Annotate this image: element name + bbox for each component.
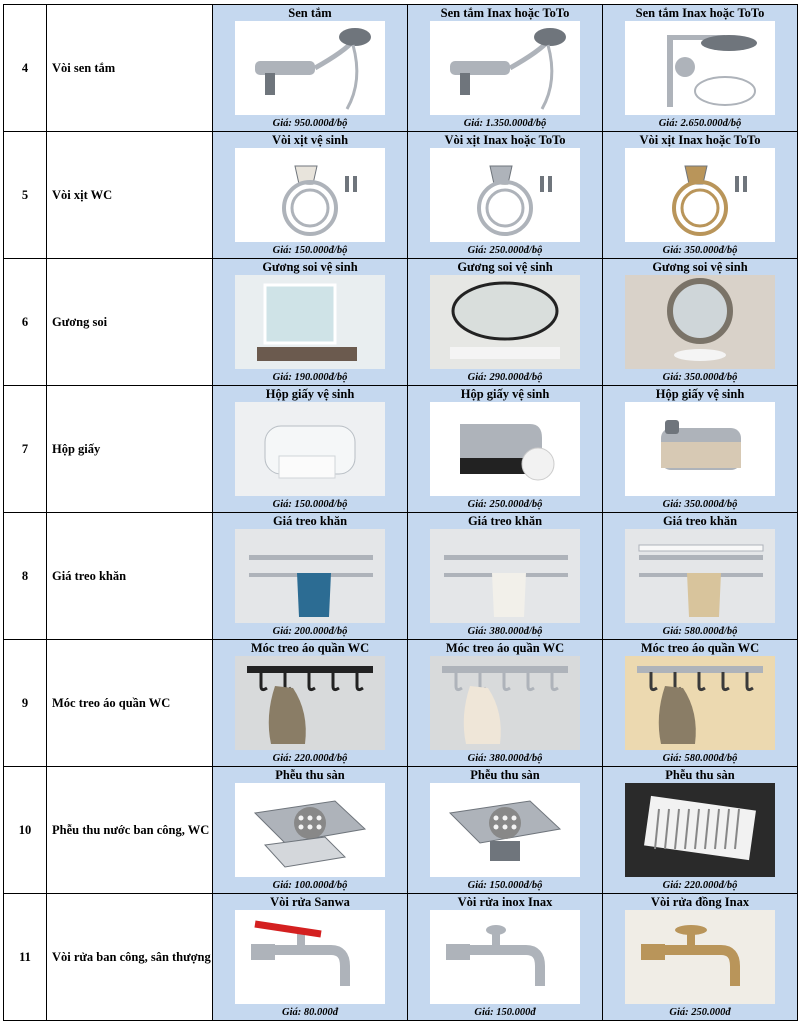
product-price: Giá: 350.000đ/bộ xyxy=(662,372,738,383)
bidet-sprayer-icon xyxy=(430,148,580,242)
paper-holder-icon xyxy=(625,402,775,496)
product-price: Giá: 350.000đ/bộ xyxy=(662,245,738,256)
category-name: Giá treo khăn xyxy=(47,513,213,640)
product-title: Phễu thu sàn xyxy=(665,768,735,782)
product-cell xyxy=(603,386,798,513)
product-price: Giá: 150.000đ/bộ xyxy=(272,245,348,256)
product-title: Vòi xịt Inax hoặc ToTo xyxy=(444,133,566,147)
category-name: Vòi rửa ban công, sân thượng xyxy=(47,894,213,1021)
row-number: 7 xyxy=(4,386,47,513)
coat-hook-icon xyxy=(625,656,775,750)
table-row xyxy=(4,5,798,132)
product-price: Giá: 380.000đ/bộ xyxy=(467,753,543,764)
product-cell xyxy=(213,386,408,513)
product-cell xyxy=(408,132,603,259)
mirror-icon xyxy=(625,275,775,369)
product-price: Giá: 950.000đ/bộ xyxy=(272,118,348,129)
floor-drain-icon xyxy=(625,783,775,877)
product-title: Vòi rửa đồng Inax xyxy=(650,895,750,909)
paper-holder-icon xyxy=(430,402,580,496)
product-cell xyxy=(603,132,798,259)
table-row xyxy=(4,259,798,386)
table-row xyxy=(4,386,798,513)
product-title: Móc treo áo quần WC xyxy=(250,641,370,655)
shower-icon xyxy=(235,21,385,115)
product-title: Gương soi vệ sinh xyxy=(457,260,553,274)
product-cell xyxy=(213,5,408,132)
table-row xyxy=(4,894,798,1021)
floor-drain-icon xyxy=(235,783,385,877)
product-cell xyxy=(408,640,603,767)
product-price: Giá: 150.000đ xyxy=(474,1007,536,1018)
shower-icon xyxy=(430,21,580,115)
product-price: Giá: 150.000đ/bộ xyxy=(272,499,348,510)
product-price: Giá: 250.000đ/bộ xyxy=(467,499,543,510)
product-price: Giá: 290.000đ/bộ xyxy=(467,372,543,383)
product-cell xyxy=(408,513,603,640)
product-price: Giá: 350.000đ/bộ xyxy=(662,499,738,510)
product-cell xyxy=(408,894,603,1021)
row-number: 11 xyxy=(4,894,47,1021)
bidet-sprayer-icon xyxy=(235,148,385,242)
product-title: Sen tắm Inax hoặc ToTo xyxy=(635,6,765,20)
product-price: Giá: 250.000đ xyxy=(669,1007,731,1018)
category-name: Vòi xịt WC xyxy=(47,132,213,259)
product-cell xyxy=(213,640,408,767)
product-cell xyxy=(408,5,603,132)
product-price: Giá: 580.000đ/bộ xyxy=(662,753,738,764)
product-cell xyxy=(213,513,408,640)
bidet-sprayer-icon xyxy=(625,148,775,242)
table-row xyxy=(4,767,798,894)
product-title: Hộp giấy vệ sinh xyxy=(655,387,745,401)
product-title: Hộp giấy vệ sinh xyxy=(265,387,355,401)
product-title: Gương soi vệ sinh xyxy=(652,260,748,274)
product-price: Giá: 580.000đ/bộ xyxy=(662,626,738,637)
product-price: Giá: 100.000đ/bộ xyxy=(272,880,348,891)
product-price: Giá: 380.000đ/bộ xyxy=(467,626,543,637)
product-title: Móc treo áo quần WC xyxy=(640,641,760,655)
price-table xyxy=(3,4,798,1021)
product-cell xyxy=(603,5,798,132)
product-cell xyxy=(213,132,408,259)
faucet-icon xyxy=(625,910,775,1004)
product-title: Hộp giấy vệ sinh xyxy=(460,387,550,401)
product-title: Gương soi vệ sinh xyxy=(262,260,358,274)
product-title: Phễu thu sàn xyxy=(470,768,540,782)
product-cell xyxy=(603,894,798,1021)
product-title: Phễu thu sàn xyxy=(275,768,345,782)
product-cell xyxy=(213,894,408,1021)
product-price: Giá: 220.000đ/bộ xyxy=(662,880,738,891)
product-cell xyxy=(213,259,408,386)
floor-drain-icon xyxy=(430,783,580,877)
product-price: Giá: 200.000đ/bộ xyxy=(272,626,348,637)
row-number: 10 xyxy=(4,767,47,894)
category-name: Móc treo áo quần WC xyxy=(47,640,213,767)
row-number: 9 xyxy=(4,640,47,767)
product-price: Giá: 1.350.000đ/bộ xyxy=(463,118,547,129)
product-price: Giá: 2.650.000đ/bộ xyxy=(658,118,742,129)
coat-hook-icon xyxy=(235,656,385,750)
product-title: Sen tắm xyxy=(288,6,332,20)
product-price: Giá: 250.000đ/bộ xyxy=(467,245,543,256)
product-price: Giá: 190.000đ/bộ xyxy=(272,372,348,383)
table-row xyxy=(4,640,798,767)
product-cell xyxy=(408,767,603,894)
product-title: Giá treo khăn xyxy=(272,514,348,528)
rain-shower-icon xyxy=(625,21,775,115)
faucet-icon xyxy=(430,910,580,1004)
product-price: Giá: 220.000đ/bộ xyxy=(272,753,348,764)
row-number: 8 xyxy=(4,513,47,640)
product-cell xyxy=(408,259,603,386)
table-row xyxy=(4,132,798,259)
product-title: Sen tắm Inax hoặc ToTo xyxy=(440,6,570,20)
row-number: 6 xyxy=(4,259,47,386)
product-price: Giá: 80.000đ xyxy=(282,1007,338,1018)
row-number: 5 xyxy=(4,132,47,259)
product-title: Vòi rửa Sanwa xyxy=(270,895,350,909)
table-row xyxy=(4,513,798,640)
towel-rack-icon xyxy=(625,529,775,623)
category-name: Vòi sen tắm xyxy=(47,5,213,132)
row-number: 4 xyxy=(4,5,47,132)
category-name: Gương soi xyxy=(47,259,213,386)
product-title: Vòi xịt Inax hoặc ToTo xyxy=(639,133,761,147)
product-cell xyxy=(603,259,798,386)
product-cell xyxy=(213,767,408,894)
product-cell xyxy=(408,386,603,513)
paper-holder-icon xyxy=(235,402,385,496)
category-name: Phễu thu nước ban công, WC xyxy=(47,767,213,894)
product-cell xyxy=(603,513,798,640)
mirror-icon xyxy=(235,275,385,369)
coat-hook-icon xyxy=(430,656,580,750)
category-name: Hộp giấy xyxy=(47,386,213,513)
product-price: Giá: 150.000đ/bộ xyxy=(467,880,543,891)
product-title: Giá treo khăn xyxy=(467,514,543,528)
faucet-icon xyxy=(235,910,385,1004)
product-title: Móc treo áo quần WC xyxy=(445,641,565,655)
product-title: Vòi xịt vệ sinh xyxy=(271,133,349,147)
product-cell xyxy=(603,640,798,767)
product-title: Vòi rửa inox Inax xyxy=(457,895,553,909)
mirror-icon xyxy=(430,275,580,369)
product-title: Giá treo khăn xyxy=(662,514,738,528)
product-cell xyxy=(603,767,798,894)
towel-rack-icon xyxy=(235,529,385,623)
towel-rack-icon xyxy=(430,529,580,623)
